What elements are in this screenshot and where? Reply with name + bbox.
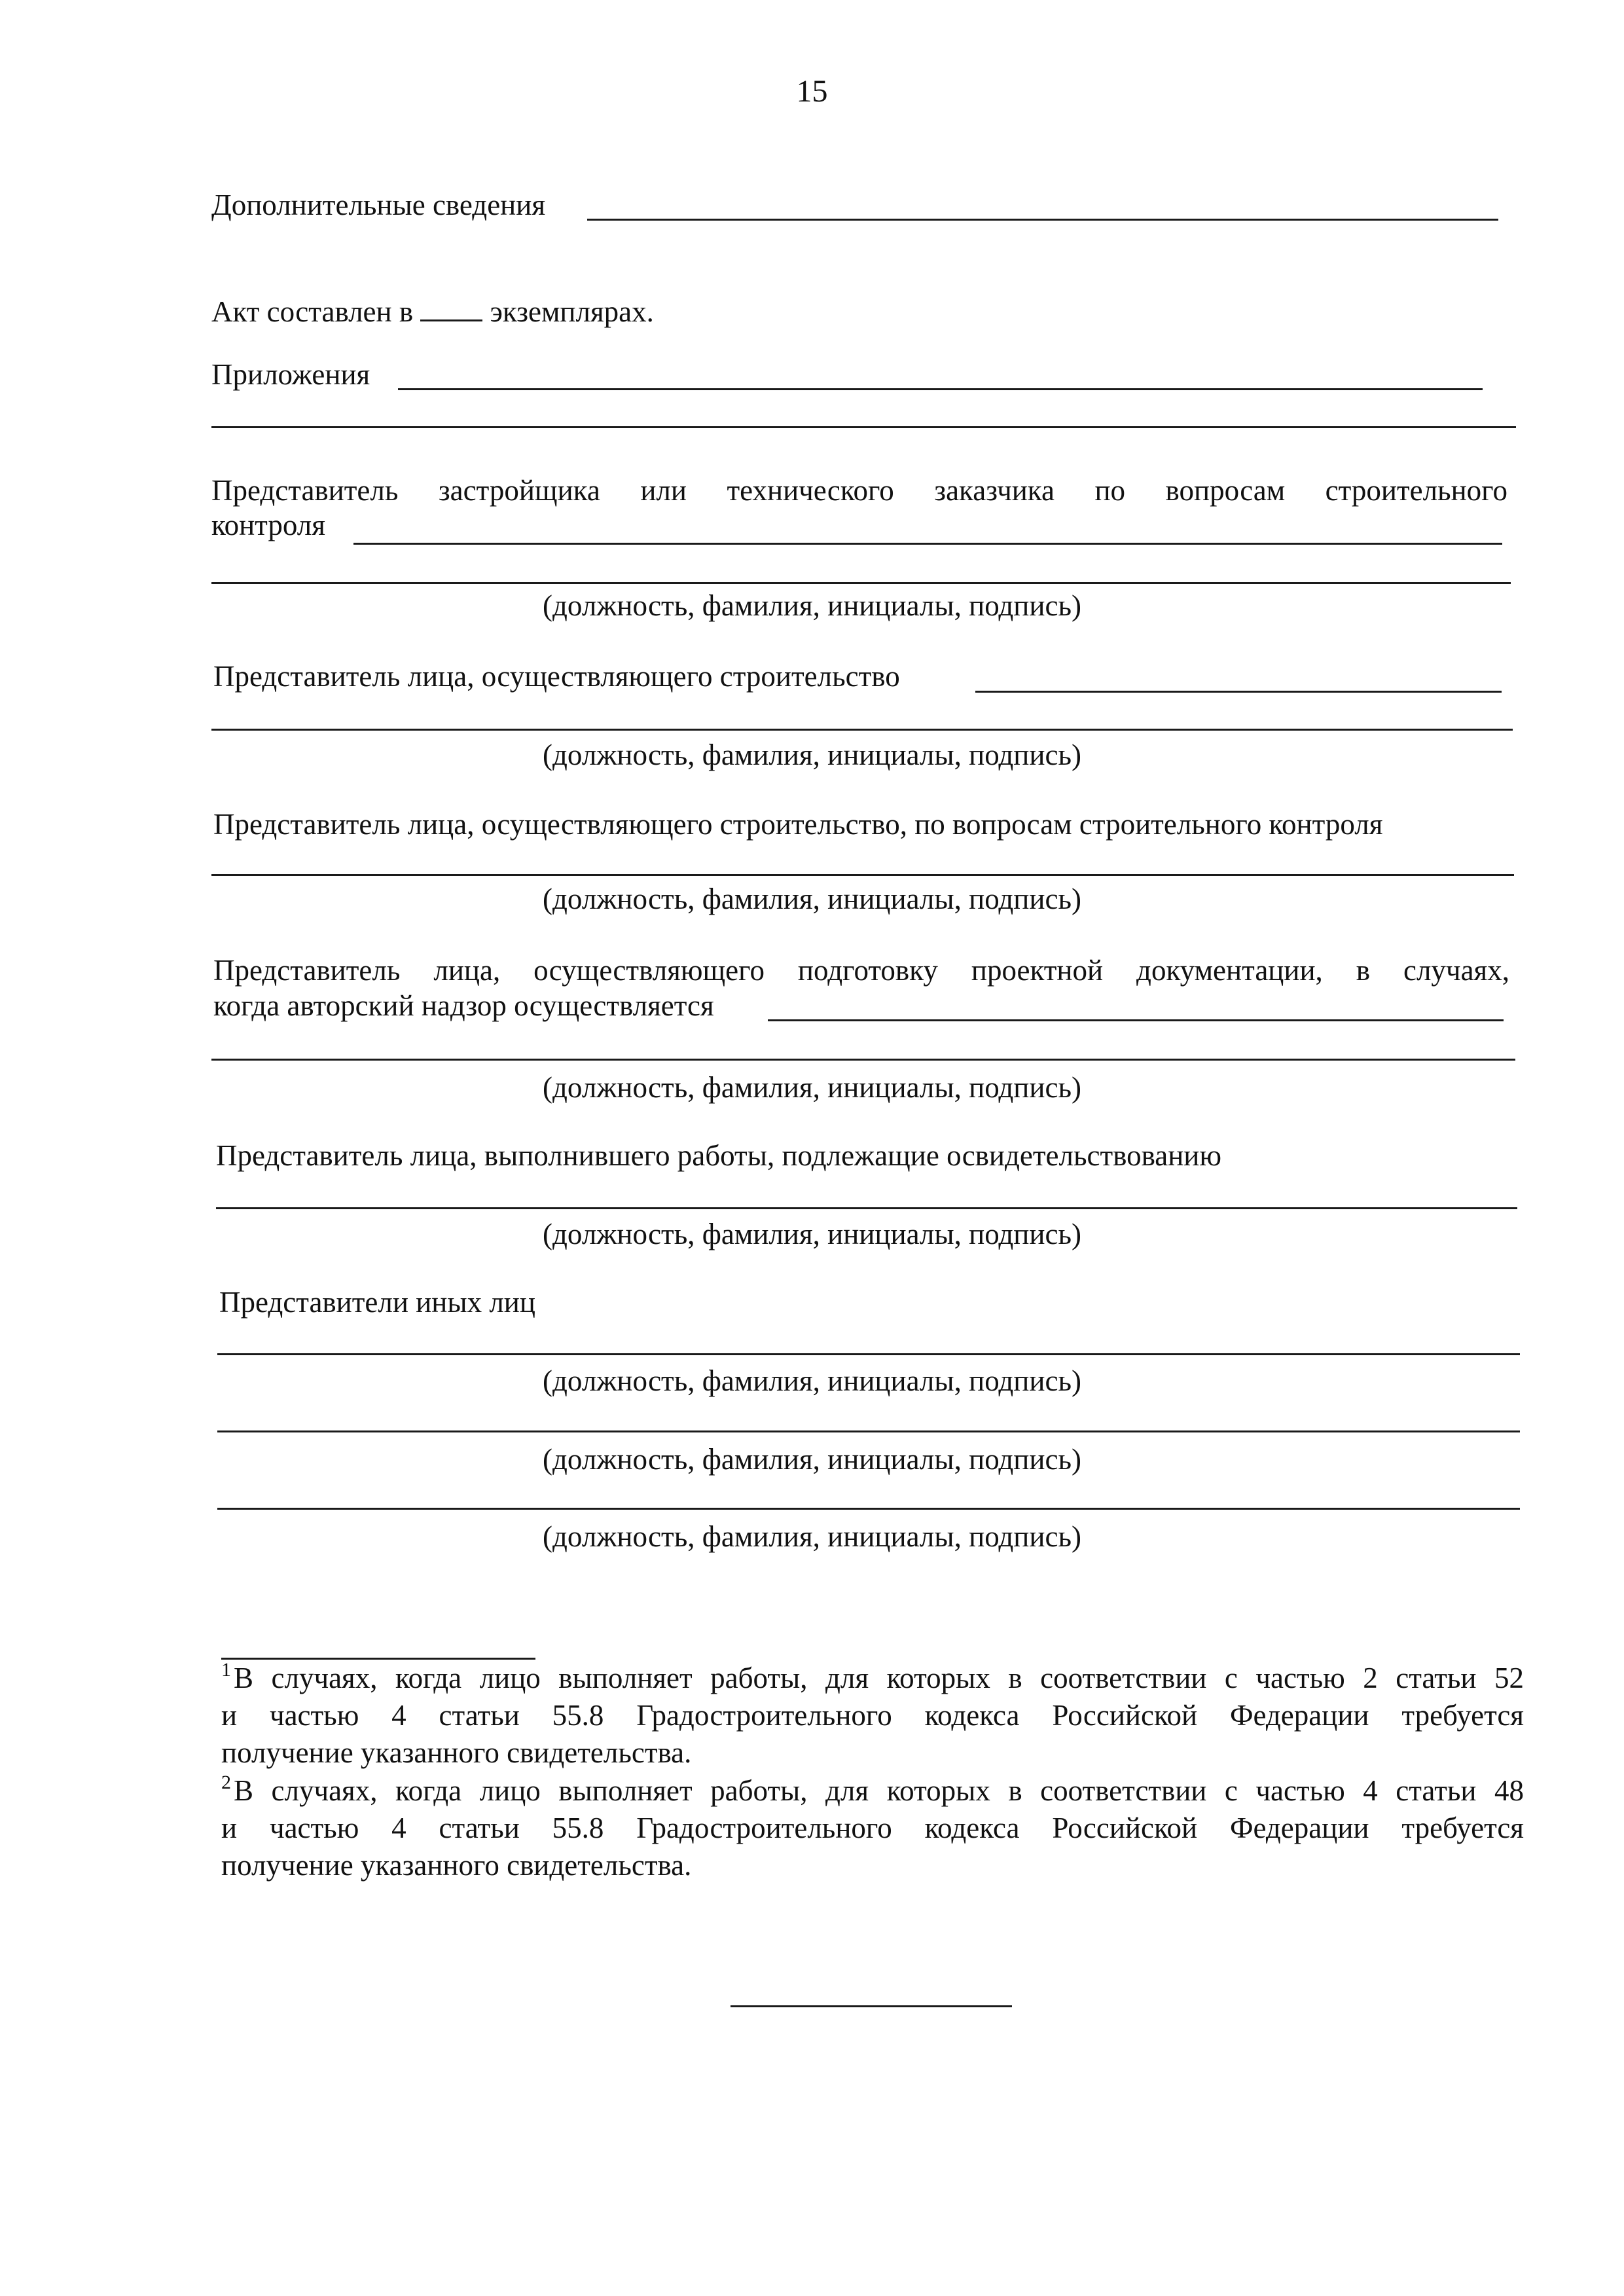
footnote-1-line3: получение указанного свидетельства. <box>221 1736 692 1769</box>
end-of-document-rule <box>731 2005 1012 2007</box>
rep-performer-field[interactable] <box>216 1207 1517 1209</box>
rep-performer-label: Представитель лица, выполнившего работы, подлежащие освидетельствованию <box>216 1139 1221 1172</box>
footnote-2-line3: получение указанного свидетельства. <box>221 1849 692 1882</box>
rep-builder-caption: (должность, фамилия, инициалы, подпись) <box>543 738 1081 771</box>
footnote-2-marker: 2 <box>221 1772 231 1793</box>
rep-developer-caption: (должность, фамилия, инициалы, подпись) <box>543 589 1081 622</box>
footnote-2-line1: $^2$В случаях, когда лицо выполняет работы, для которых в соответствии с частью 4 статьи 48 <box>221 1772 1524 1807</box>
rep-others-caption-1: (должность, фамилия, инициалы, подпись) <box>543 1364 1081 1397</box>
rep-others-field-2[interactable] <box>217 1430 1520 1432</box>
rep-designer-line2: когда авторский надзор осуществляется <box>213 989 714 1022</box>
page-number: 15 <box>796 74 828 109</box>
rep-builder-control-label: Представитель лица, осуществляющего строительство, по вопросам строительного контроля <box>213 808 1383 841</box>
attachments-field[interactable] <box>398 388 1483 390</box>
footnote-1-line1: $^1$В случаях, когда лицо выполняет работы, для которых в соответствии с частью 2 статьи 52 <box>221 1659 1524 1694</box>
rep-builder-field[interactable] <box>975 691 1502 693</box>
rep-builder-field-continued[interactable] <box>211 729 1513 731</box>
rep-builder-control-field[interactable] <box>211 874 1514 876</box>
footnote-1-line2: и частью 4 статьи 55.8 Градостроительного кодекса Российской Федерации требуется <box>221 1699 1524 1732</box>
attachments-label: Приложения <box>211 358 370 391</box>
additional-info-field[interactable] <box>587 219 1498 221</box>
additional-info-label: Дополнительные сведения <box>211 189 546 221</box>
copies-suffix: экземплярах. <box>490 295 654 328</box>
rep-others-label: Представители иных лиц <box>219 1286 535 1319</box>
rep-designer-line1: Представитель лица, осуществляющего подготовку проектной документации, в случаях, <box>213 954 1509 987</box>
rep-others-field-1[interactable] <box>217 1353 1520 1355</box>
rep-developer-field[interactable] <box>353 543 1502 545</box>
footnote-1 <box>221 1660 1524 1772</box>
rep-others-caption-3: (должность, фамилия, инициалы, подпись) <box>543 1520 1081 1553</box>
copies-statement <box>211 293 654 331</box>
rep-designer-field-continued[interactable] <box>211 1059 1515 1061</box>
footnote-2 <box>221 1772 1524 1884</box>
footnote-1-marker: 1 <box>221 1659 231 1681</box>
rep-others-field-3[interactable] <box>217 1508 1520 1510</box>
footnote-2-line2: и частью 4 статьи 55.8 Градостроительного кодекса Российской Федерации требуется <box>221 1812 1524 1844</box>
rep-performer-caption: (должность, фамилия, инициалы, подпись) <box>543 1218 1081 1250</box>
rep-designer-field[interactable] <box>768 1019 1504 1021</box>
rep-developer-line1: Представитель застройщика или технического заказчика по вопросам строительного <box>211 474 1507 507</box>
rep-developer-line2: контроля <box>211 509 325 541</box>
copies-count-field[interactable] <box>420 293 482 321</box>
rep-builder-label: Представитель лица, осуществляющего строительство <box>213 660 900 693</box>
rep-designer-caption: (должность, фамилия, инициалы, подпись) <box>543 1071 1081 1104</box>
rep-others-caption-2: (должность, фамилия, инициалы, подпись) <box>543 1443 1081 1476</box>
attachments-field-continued[interactable] <box>211 426 1516 428</box>
rep-developer-field-continued[interactable] <box>211 582 1511 584</box>
rep-builder-control-caption: (должность, фамилия, инициалы, подпись) <box>543 883 1081 915</box>
copies-prefix: Акт составлен в <box>211 295 414 328</box>
